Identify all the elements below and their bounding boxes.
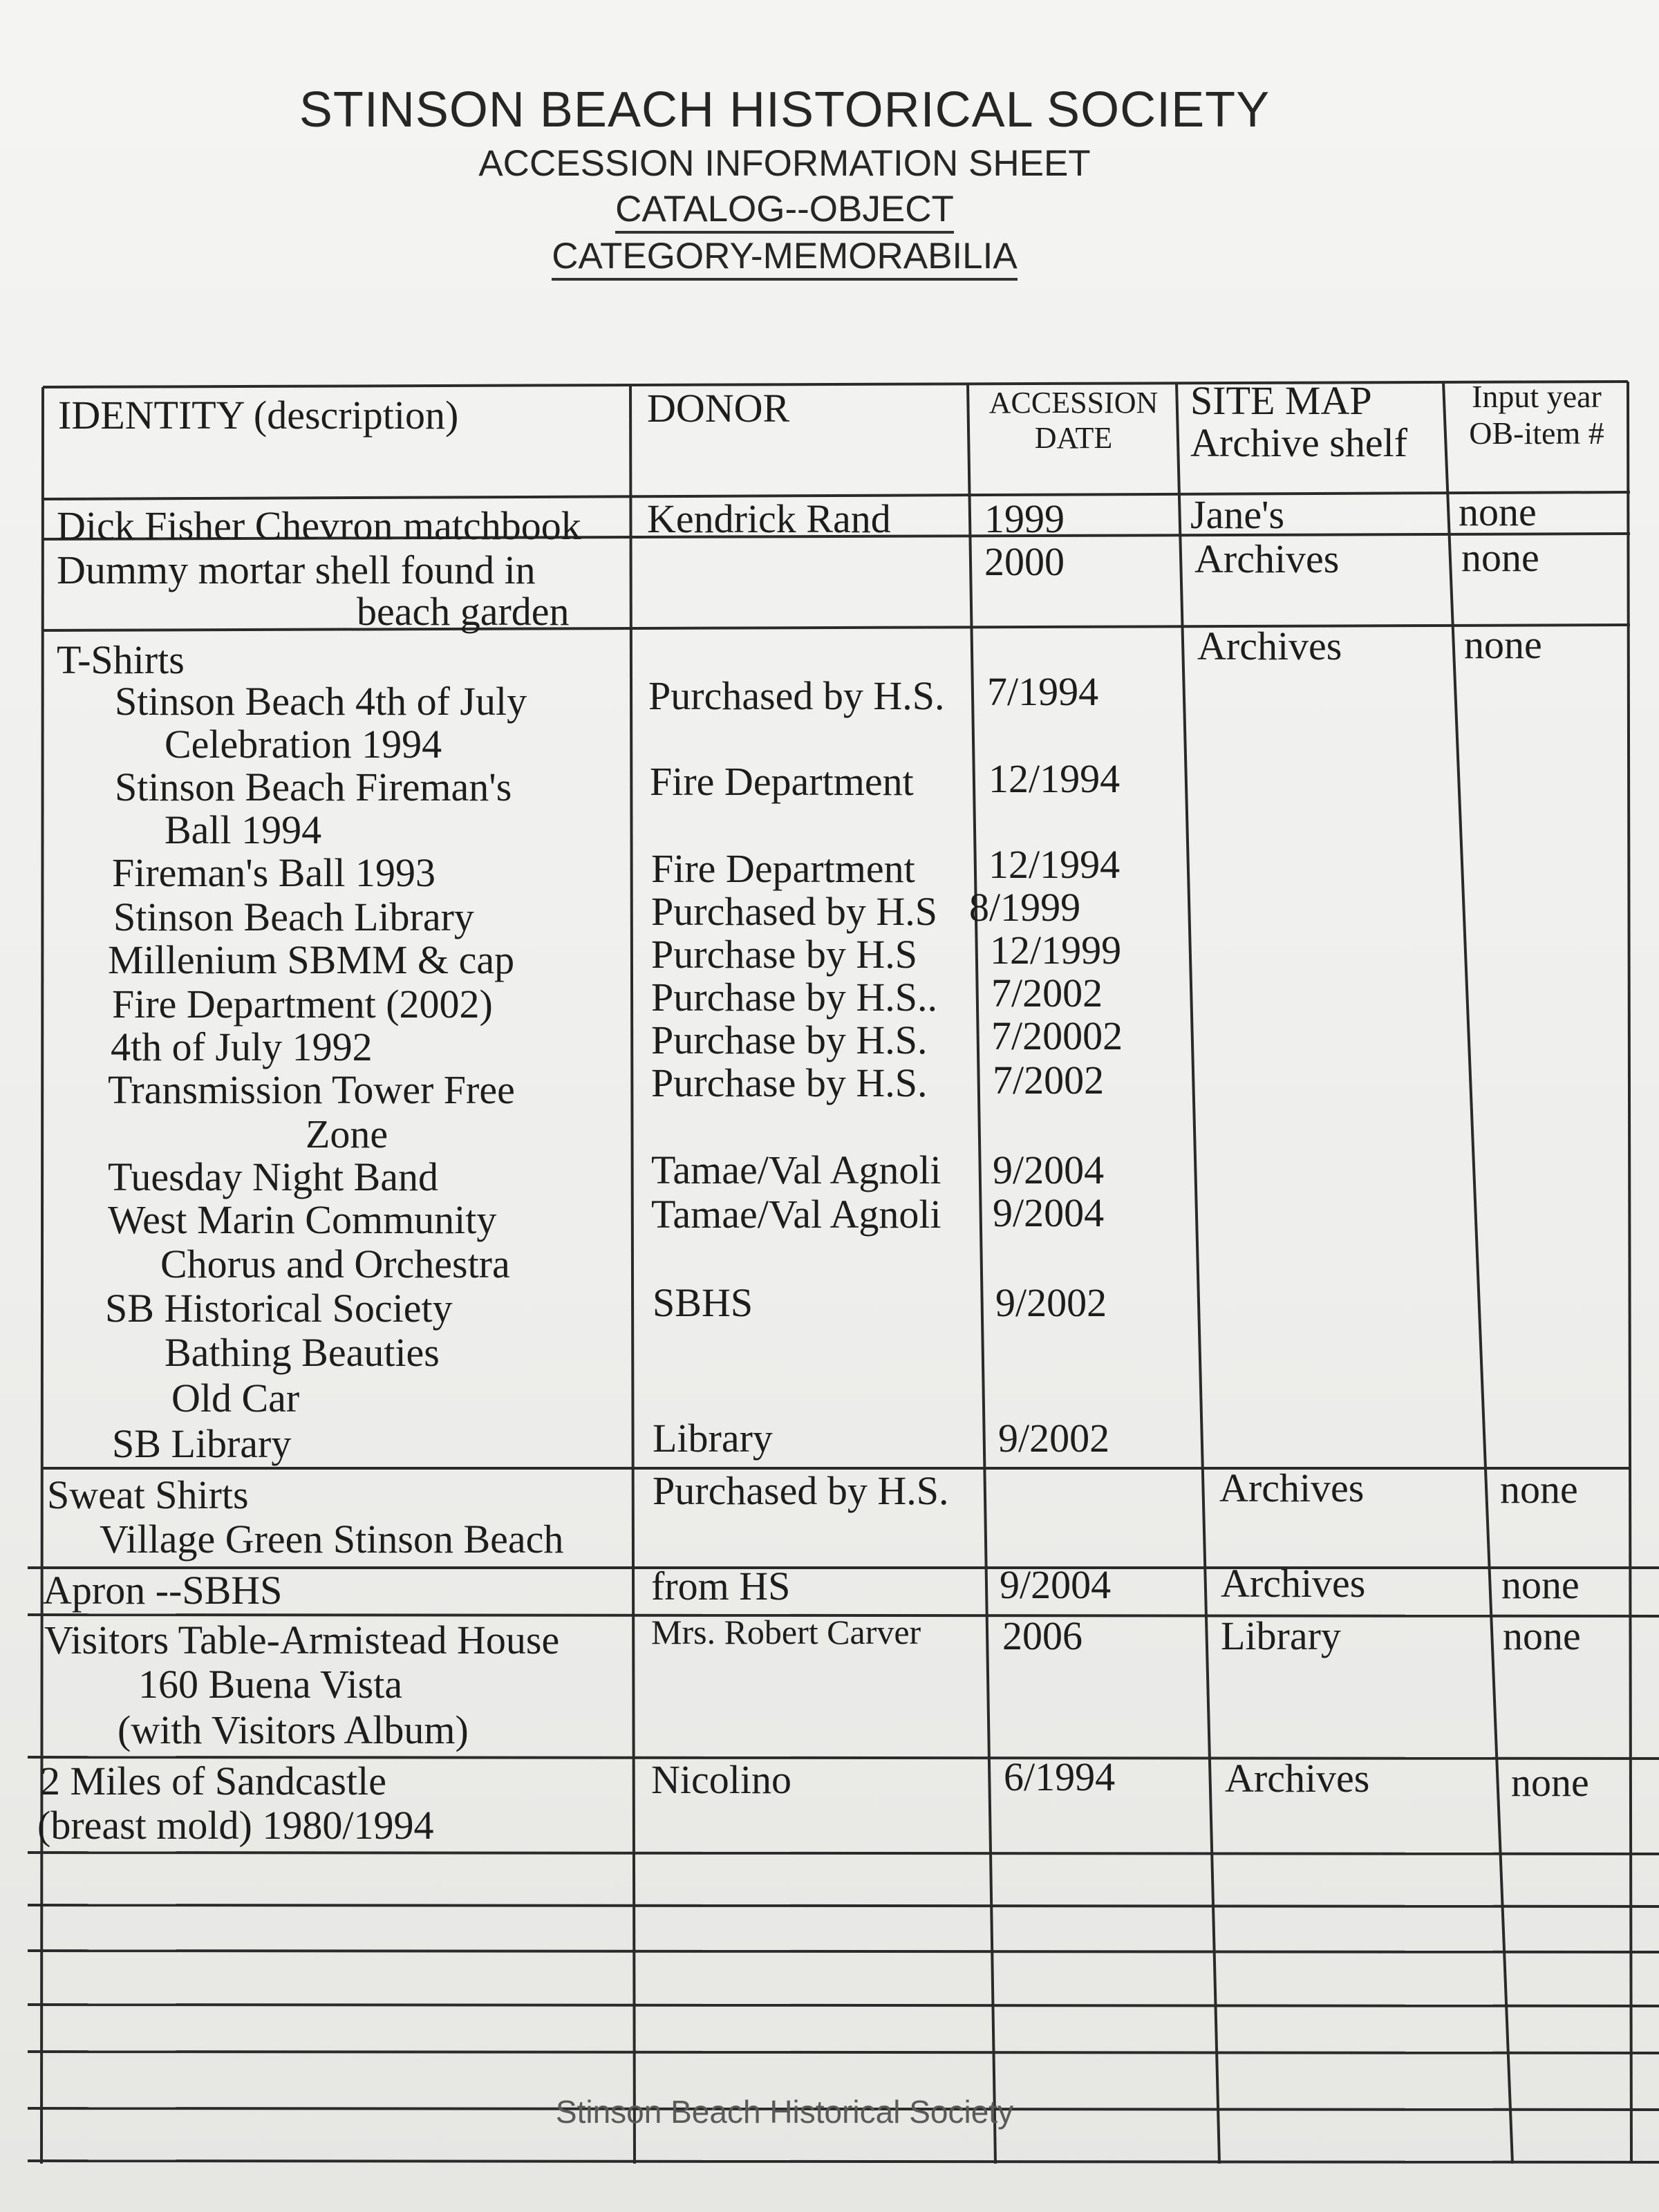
tshirt-date: 12/1999 [990,928,1122,973]
identity-cell: Apron --SBHS [43,1568,283,1613]
identity-cell-cont: (with Visitors Album) [118,1707,469,1752]
tshirt-item: Stinson Beach Library [113,894,474,939]
site-cell: Archives [1221,1561,1366,1606]
tshirt-donor: SBHS [653,1280,753,1325]
site-cell: Archives [1219,1465,1365,1510]
input-cell: none [1503,1613,1581,1658]
tshirt-donor: Purchase by H.S.. [651,975,938,1020]
identity-cell-cont: 160 Buena Vista [138,1662,403,1707]
tshirt-item-cont: Zone [306,1112,388,1156]
donor-cell: Nicolino [651,1757,791,1802]
tshirt-date: 9/2002 [995,1280,1107,1325]
identity-cell: 2 Miles of Sandcastle [40,1759,386,1803]
tshirt-date: 9/2004 [993,1190,1105,1235]
tshirt-donor: Purchase by H.S. [651,1060,928,1105]
col-header-donor: DONOR [647,386,790,431]
tshirts-heading: T-Shirts [57,637,185,682]
category-title: CATEGORY-MEMORABILIA [0,235,1569,277]
input-cell: none [1511,1760,1589,1805]
tshirt-item: Tuesday Night Band [108,1154,438,1199]
tshirt-item-cont: Celebration 1994 [165,722,442,767]
tshirt-donor: Purchased by H.S [651,889,938,934]
identity-cell-cont: Village Green Stinson Beach [100,1517,564,1562]
tshirt-date: 7/2002 [993,1058,1105,1103]
site-cell: Library [1221,1613,1341,1658]
identity-cell: Visitors Table-Armistead House [44,1618,560,1662]
tshirt-date: 7/20002 [991,1013,1123,1058]
date-cell: 9/2004 [1000,1562,1112,1607]
site-cell: Archives [1194,536,1340,581]
col-header-identity: IDENTITY (description) [58,393,459,438]
input-cell: none [1461,535,1539,580]
tshirt-item: Transmission Tower Free [108,1067,515,1112]
donor-cell: Kendrick Rand [647,496,891,541]
tshirt-donor: Tamae/Val Agnoli [651,1192,941,1237]
tshirt-item: Stinson Beach Fireman's [115,765,512,809]
site-cell: Archives [1225,1756,1370,1801]
tshirt-donor: Purchase by H.S. [651,1018,928,1062]
catalog-title: CATALOG--OBJECT [0,188,1569,230]
tshirt-item-cont: Chorus and Orchestra [160,1241,510,1286]
input-cell: none [1501,1562,1580,1607]
col-header-site-map: SITE MAP Archive shelf [1190,378,1408,465]
tshirt-date: 7/1994 [987,669,1099,714]
identity-cell-cont: (breast mold) 1980/1994 [37,1803,434,1848]
donor-cell: Purchased by H.S. [653,1468,949,1513]
tshirt-donor: Purchase by H.S [651,932,918,977]
identity-cell: Dummy mortar shell found in [57,547,536,592]
tshirt-donor: Library [653,1416,773,1461]
tshirt-item: Fire Department (2002) [112,982,493,1027]
tshirt-item: Millenium SBMM & cap [108,937,515,982]
input-cell: none [1500,1467,1578,1512]
tshirt-item: SB Library [112,1421,292,1466]
tshirt-item-cont: Old Car [171,1376,300,1421]
donor-cell: from HS [651,1564,791,1609]
tshirt-item: West Marin Community [108,1197,497,1242]
tshirt-date: 12/1994 [988,756,1121,801]
tshirt-date: 9/2002 [998,1416,1110,1461]
tshirt-donor: Purchased by H.S. [648,673,945,718]
tshirt-donor: Fire Department [651,846,915,891]
identity-cell: Dick Fisher Chevron matchbook [57,503,581,548]
col-header-accession-date: ACCESSION DATE [988,386,1159,455]
org-title: STINSON BEACH HISTORICAL SOCIETY [299,82,1271,138]
tshirt-date: 9/2004 [993,1147,1105,1192]
tshirt-donor: Tamae/Val Agnoli [651,1147,941,1192]
tshirt-item: Stinson Beach 4th of July [115,679,527,724]
date-cell: 2006 [1002,1613,1082,1658]
input-cell: none [1459,489,1537,534]
input-cell: none [1464,622,1542,667]
identity-cell-cont: beach garden [357,589,570,634]
tshirt-item-cont: Ball 1994 [165,807,322,852]
date-cell: 6/1994 [1004,1754,1116,1799]
tshirt-item-cont: Bathing Beauties [165,1330,440,1375]
site-cell: Jane's [1190,492,1285,537]
donor-cell: Mrs. Robert Carver [651,1613,921,1651]
date-cell: 2000 [984,539,1065,584]
tshirt-date: 8/1999 [969,885,1081,930]
identity-cell: Sweat Shirts [47,1472,249,1517]
date-cell: 1999 [984,496,1065,541]
tshirt-date: 7/2002 [991,971,1103,1015]
tshirt-item: SB Historical Society [105,1286,453,1331]
tshirt-item: 4th of July 1992 [111,1024,373,1069]
sheet-title: ACCESSION INFORMATION SHEET [478,143,1091,184]
tshirt-date: 12/1994 [988,842,1121,887]
watermark-text: Stinson Beach Historical Society [555,2094,1014,2130]
col-header-input-year: Input year OB-item # [1469,379,1604,451]
site-cell: Archives [1197,624,1342,668]
tshirt-donor: Fire Department [650,759,914,804]
tshirt-item: Fireman's Ball 1993 [112,850,435,895]
